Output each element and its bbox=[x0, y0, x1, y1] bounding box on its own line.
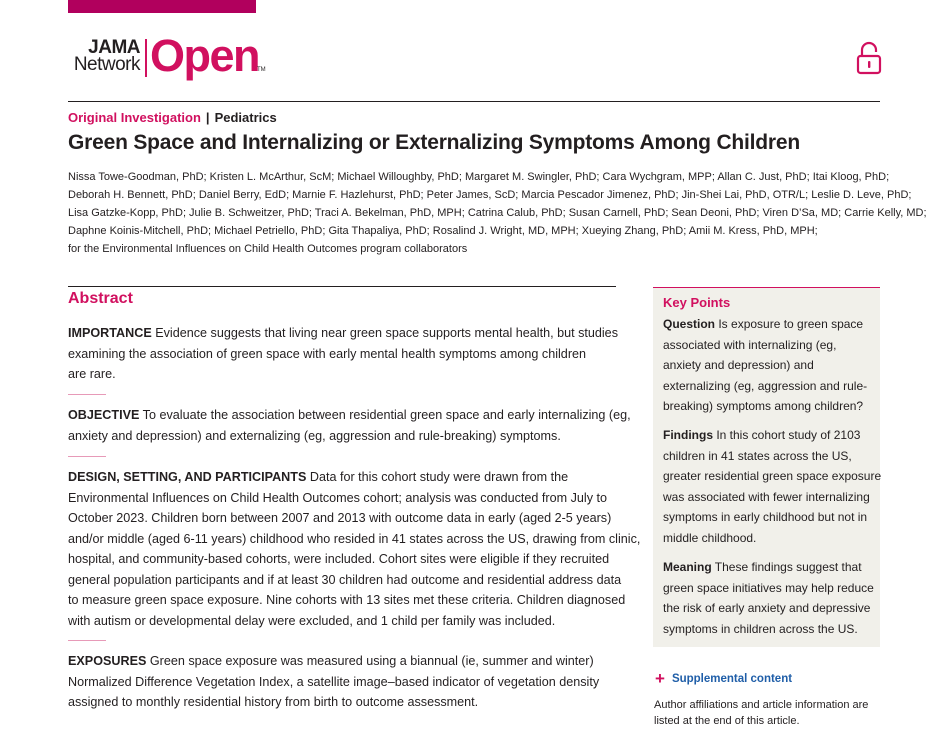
section-line: Environmental Influences on Child Health Outcomes cohort; analysis was conducted from July to bbox=[68, 490, 607, 505]
logo-jama: JAMA bbox=[88, 37, 140, 58]
meaning-label: Meaning bbox=[663, 560, 712, 574]
kp-line: Meaning These findings suggest that bbox=[663, 560, 862, 574]
key-points-question bbox=[663, 314, 878, 417]
abstract-design bbox=[68, 467, 641, 631]
key-points-findings bbox=[663, 425, 882, 548]
section-divider bbox=[68, 640, 106, 641]
kp-line: middle childhood. bbox=[663, 530, 757, 545]
section-line: with autism or developmental delay were excluded, and 1 child per family was included. bbox=[68, 613, 556, 628]
kp-line: externalizing (eg, aggression and rule- bbox=[663, 378, 868, 393]
logo-network: Network bbox=[73, 54, 140, 75]
unlocked-padlock-icon bbox=[856, 41, 882, 75]
kp-line: green space initiatives may help reduce bbox=[663, 580, 874, 595]
section-line: anxiety and depression) and externalizing (eg, aggression and rule-breaking) symptoms. bbox=[68, 428, 561, 443]
section-divider bbox=[68, 456, 106, 457]
key-points-box bbox=[653, 287, 880, 647]
section-line: examining the association of green space with early mental health symptoms among children bbox=[68, 346, 587, 361]
author-line: Nissa Towe-Goodman, PhD; Kristen L. McArthur, ScM; Michael Willoughby, PhD; Margaret M. Swingler, PhD; Cara Wychgram, MPP; Allan C. Just, PhD; Itai Kloog, PhD; bbox=[68, 171, 890, 183]
abstract-exposures bbox=[68, 651, 624, 713]
key-points-title: Key Points bbox=[663, 295, 731, 310]
author-line: for the Environmental Influences on Child Health Outcomes program collaborators bbox=[68, 243, 468, 255]
affiliation-line: Author affiliations and article information are bbox=[654, 699, 869, 711]
top-color-bar bbox=[68, 0, 256, 13]
section-line: are rare. bbox=[68, 367, 116, 381]
supplemental-label: Supplemental content bbox=[671, 673, 793, 685]
abstract-rule bbox=[68, 286, 616, 287]
kp-line: symptoms in children across the US. bbox=[663, 621, 858, 636]
section-line: Normalized Difference Vegetation Index, a satellite image–based indicator of vegetation density bbox=[68, 674, 600, 689]
section-line: OBJECTIVE To evaluate the association between residential green space and early internalizing (eg, bbox=[68, 408, 631, 422]
kp-line: children in 41 states across the US, bbox=[663, 448, 852, 463]
kp-line: Question Is exposure to green space bbox=[663, 317, 864, 331]
section-line: assigned to monthly residential history from birth to outcome assessment. bbox=[68, 695, 479, 709]
affiliation-line: listed at the end of this article. bbox=[654, 715, 800, 727]
article-category bbox=[68, 110, 277, 126]
section-line: October 2023. Children born between 2007 and 2013 with outcome data in early (aged 2-5 years) bbox=[68, 511, 612, 525]
author-list bbox=[68, 168, 927, 258]
header-rule bbox=[68, 101, 880, 102]
section-line: EXPOSURES Green space exposure was measured using a biannual (ie, summer and winter) bbox=[68, 654, 594, 668]
author-line: Deborah H. Bennett, PhD; Daniel Berry, EdD; Marnie F. Hazlehurst, PhD; Peter James, ScD; Marcia Pescador Jimenez, PhD; Jin-Shei Lai, PhD, OTR/L; Leslie D. Leve, PhD; bbox=[68, 189, 912, 201]
plus-icon: + bbox=[655, 669, 665, 688]
article-title: Green Space and Internalizing or Externalizing Symptoms Among Children bbox=[68, 131, 801, 154]
importance-label: IMPORTANCE bbox=[68, 326, 152, 340]
exposures-label: EXPOSURES bbox=[68, 654, 147, 668]
section-line: to measure green space exposure. Nine cohorts with 13 sites met these criteria. Children diagnosed bbox=[68, 593, 626, 607]
objective-label: OBJECTIVE bbox=[68, 408, 140, 422]
section-line: IMPORTANCE Evidence suggests that living near green space supports mental health, but studies bbox=[68, 326, 618, 340]
question-label: Question bbox=[663, 317, 716, 331]
author-line: Lisa Gatzke-Kopp, PhD; Julie B. Schweitzer, PhD; Traci A. Bekelman, PhD, MPH; Catrina Calub, PhD; Susan Carnell, PhD; Sean Deoni, PhD; Viren D’Sa, MD; Carrie Kelly, MD; bbox=[68, 207, 927, 219]
affiliation-note bbox=[654, 697, 868, 729]
design-label: DESIGN, SETTING, AND PARTICIPANTS bbox=[68, 470, 307, 484]
kp-line: associated with internalizing (eg, bbox=[663, 337, 837, 352]
kp-line: breaking) symptoms among children? bbox=[663, 399, 864, 413]
kp-line: Findings In this cohort study of 2103 bbox=[663, 428, 861, 442]
abstract-heading: Abstract bbox=[68, 290, 133, 307]
kp-line: the risk of early anxiety and depressive bbox=[663, 601, 871, 615]
findings-label: Findings bbox=[663, 428, 713, 442]
abstract-objective bbox=[68, 405, 631, 446]
kp-line: symptoms in early childhood but not in bbox=[663, 510, 868, 524]
logo-trademark: TM bbox=[257, 67, 266, 73]
section-line: hospital, and community-based cohorts, were included. Cohort sites were eligible if they recruited bbox=[68, 552, 610, 566]
abstract-importance bbox=[68, 323, 624, 385]
section-line: general population participants and if at least 30 children had outcome and residential address data bbox=[68, 572, 622, 587]
supplemental-content-link[interactable] bbox=[655, 669, 792, 689]
kp-line: anxiety and depression) and bbox=[663, 358, 814, 372]
section-divider bbox=[68, 394, 106, 395]
key-points-meaning bbox=[663, 557, 878, 639]
category-original-investigation[interactable]: Original Investigation bbox=[68, 110, 201, 125]
category-separator: | bbox=[205, 110, 210, 125]
section-line: DESIGN, SETTING, AND PARTICIPANTS Data for this cohort study were drawn from the bbox=[68, 470, 569, 484]
kp-line: greater residential green space exposure bbox=[663, 469, 882, 483]
author-line: Daphne Koinis-Mitchell, PhD; Michael Petriello, PhD; Gita Thapaliya, PhD; Rosalind J. Wright, MD, MPH; Xueying Zhang, PhD; Amii M. Kress, PhD, MPH; bbox=[68, 225, 818, 237]
section-line: and/or middle (aged 6-11 years) childhood who resided in 41 states across the US, drawing from clinic, bbox=[68, 531, 641, 546]
category-pediatrics[interactable]: Pediatrics bbox=[214, 110, 277, 125]
logo-divider bbox=[145, 39, 147, 77]
kp-line: was associated with fewer internalizing bbox=[663, 489, 870, 504]
logo-open: Open bbox=[150, 30, 260, 81]
